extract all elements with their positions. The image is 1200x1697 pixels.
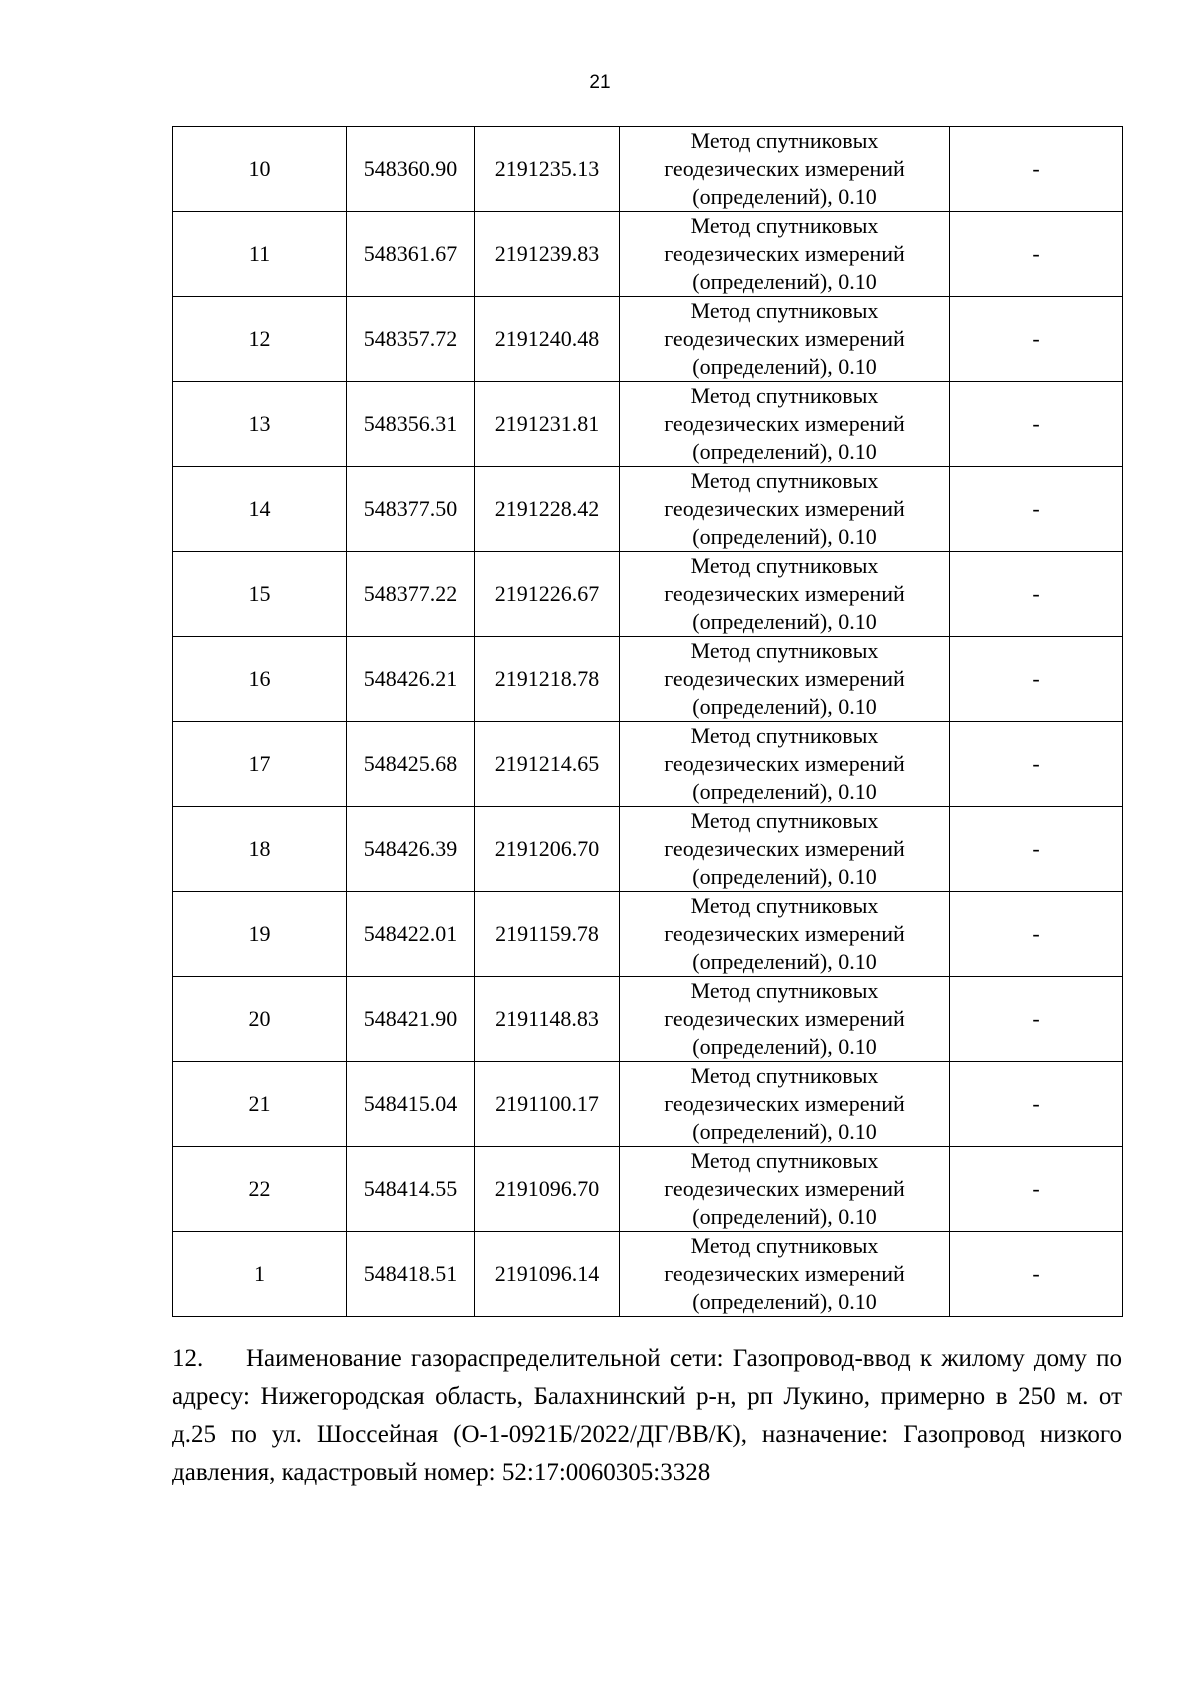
method-cell [620,467,950,552]
table-row [173,382,1123,467]
method-text-line2: геодезических измерений [664,921,905,946]
x-coordinate-cell: 548356.31 [347,382,475,467]
table-row [173,552,1123,637]
method-cell [620,807,950,892]
method-text-line1: Метод спутниковых [690,553,879,578]
method-cell [620,382,950,467]
method-text-line2: геодезических измерений [664,326,905,351]
description-cell: - [950,977,1123,1062]
method-cell [620,977,950,1062]
x-coordinate-cell: 548422.01 [347,892,475,977]
method-cell [620,892,950,977]
table-row [173,212,1123,297]
x-coordinate-cell: 548414.55 [347,1147,475,1232]
x-coordinate-cell: 548377.22 [347,552,475,637]
x-coordinate-cell: 548360.90 [347,127,475,212]
point-number-cell: 15 [173,552,347,637]
method-text-line3: (определений), 0.10 [692,694,877,719]
description-cell: - [950,297,1123,382]
method-cell [620,552,950,637]
method-text-line3: (определений), 0.10 [692,1119,877,1144]
y-coordinate-cell: 2191218.78 [475,637,620,722]
y-coordinate-cell: 2191240.48 [475,297,620,382]
method-text-line2: геодезических измерений [664,241,905,266]
y-coordinate-cell: 2191206.70 [475,807,620,892]
method-text-line1: Метод спутниковых [690,1233,879,1258]
method-text-line3: (определений), 0.10 [692,354,877,379]
method-text-line3: (определений), 0.10 [692,949,877,974]
table-row [173,892,1123,977]
method-cell [620,212,950,297]
method-text-line2: геодезических измерений [664,496,905,521]
method-text-line3: (определений), 0.10 [692,269,877,294]
table-row [173,977,1123,1062]
point-number-cell: 19 [173,892,347,977]
method-text-line3: (определений), 0.10 [692,779,877,804]
method-text-line2: геодезических измерений [664,751,905,776]
x-coordinate-cell: 548421.90 [347,977,475,1062]
method-text-line2: геодезических измерений [664,581,905,606]
method-text-line1: Метод спутниковых [690,128,879,153]
y-coordinate-cell: 2191228.42 [475,467,620,552]
description-cell: - [950,1062,1123,1147]
x-coordinate-cell: 548418.51 [347,1232,475,1317]
method-text-line1: Метод спутниковых [690,638,879,663]
description-cell: - [950,722,1123,807]
y-coordinate-cell: 2191214.65 [475,722,620,807]
x-coordinate-cell: 548415.04 [347,1062,475,1147]
method-text-line1: Метод спутниковых [690,723,879,748]
description-cell: - [950,552,1123,637]
description-cell: - [950,127,1123,212]
method-text-line3: (определений), 0.10 [692,184,877,209]
method-text-line1: Метод спутниковых [690,978,879,1003]
y-coordinate-cell: 2191235.13 [475,127,620,212]
x-coordinate-cell: 548425.68 [347,722,475,807]
method-text-line2: геодезических измерений [664,1006,905,1031]
method-text-line1: Метод спутниковых [690,1148,879,1173]
method-text-line3: (определений), 0.10 [692,1034,877,1059]
table-row [173,297,1123,382]
y-coordinate-cell: 2191100.17 [475,1062,620,1147]
point-number-cell: 16 [173,637,347,722]
method-cell [620,297,950,382]
point-number-cell: 11 [173,212,347,297]
coordinates-table-body [173,127,1123,1317]
section-number: 12. [172,1345,204,1372]
section-text: Наименование газораспределительной сети: Газопровод-ввод к жилому дому по адресу: Нижегородская область, Балахнинский р-н, рп Лукино, примерно в 250 м. от д.25 по ул. Шоссейная (О-1-0921Б/2022/ДГ/ВВ/К), назначение: Газопровод низкого давления, кадастровый номер: 52:17:0060305:3328 [172,1345,1122,1486]
y-coordinate-cell: 2191159.78 [475,892,620,977]
method-cell [620,637,950,722]
table-row [173,722,1123,807]
table-row [173,1147,1123,1232]
description-cell: - [950,807,1123,892]
table-row [173,467,1123,552]
description-cell: - [950,212,1123,297]
method-text-line2: геодезических измерений [664,156,905,181]
method-text-line1: Метод спутниковых [690,808,879,833]
x-coordinate-cell: 548426.21 [347,637,475,722]
point-number-cell: 13 [173,382,347,467]
y-coordinate-cell: 2191148.83 [475,977,620,1062]
method-cell [620,1147,950,1232]
point-number-cell: 14 [173,467,347,552]
method-text-line2: геодезических измерений [664,836,905,861]
method-text-line3: (определений), 0.10 [692,609,877,634]
y-coordinate-cell: 2191239.83 [475,212,620,297]
table-row [173,127,1123,212]
method-text-line1: Метод спутниковых [690,298,879,323]
x-coordinate-cell: 548426.39 [347,807,475,892]
description-cell: - [950,1147,1123,1232]
method-text-line1: Метод спутниковых [690,1063,879,1088]
y-coordinate-cell: 2191231.81 [475,382,620,467]
method-text-line3: (определений), 0.10 [692,1204,877,1229]
point-number-cell: 10 [173,127,347,212]
point-number-cell: 18 [173,807,347,892]
method-cell [620,722,950,807]
method-text-line1: Метод спутниковых [690,468,879,493]
point-number-cell: 12 [173,297,347,382]
y-coordinate-cell: 2191226.67 [475,552,620,637]
method-text-line2: геодезических измерений [664,666,905,691]
method-cell [620,1062,950,1147]
coordinates-table [172,126,1123,1317]
page-number: 21 [589,72,611,93]
method-cell [620,1232,950,1317]
method-text-line2: геодезических измерений [664,1261,905,1286]
table-row [173,1062,1123,1147]
description-cell: - [950,892,1123,977]
method-text-line1: Метод спутниковых [690,213,879,238]
method-text-line2: геодезических измерений [664,1176,905,1201]
method-cell [620,127,950,212]
x-coordinate-cell: 548377.50 [347,467,475,552]
point-number-cell: 1 [173,1232,347,1317]
section-12 [172,1340,1122,1492]
method-text-line1: Метод спутниковых [690,383,879,408]
method-text-line3: (определений), 0.10 [692,864,877,889]
method-text-line2: геодезических измерений [664,411,905,436]
method-text-line2: геодезических измерений [664,1091,905,1116]
table-row [173,1232,1123,1317]
method-text-line3: (определений), 0.10 [692,1289,877,1314]
x-coordinate-cell: 548357.72 [347,297,475,382]
description-cell: - [950,637,1123,722]
y-coordinate-cell: 2191096.70 [475,1147,620,1232]
y-coordinate-cell: 2191096.14 [475,1232,620,1317]
x-coordinate-cell: 548361.67 [347,212,475,297]
point-number-cell: 17 [173,722,347,807]
method-text-line1: Метод спутниковых [690,893,879,918]
method-text-line3: (определений), 0.10 [692,439,877,464]
description-cell: - [950,1232,1123,1317]
table-row [173,637,1123,722]
method-text-line3: (определений), 0.10 [692,524,877,549]
point-number-cell: 20 [173,977,347,1062]
description-cell: - [950,467,1123,552]
table-row [173,807,1123,892]
point-number-cell: 21 [173,1062,347,1147]
point-number-cell: 22 [173,1147,347,1232]
description-cell: - [950,382,1123,467]
